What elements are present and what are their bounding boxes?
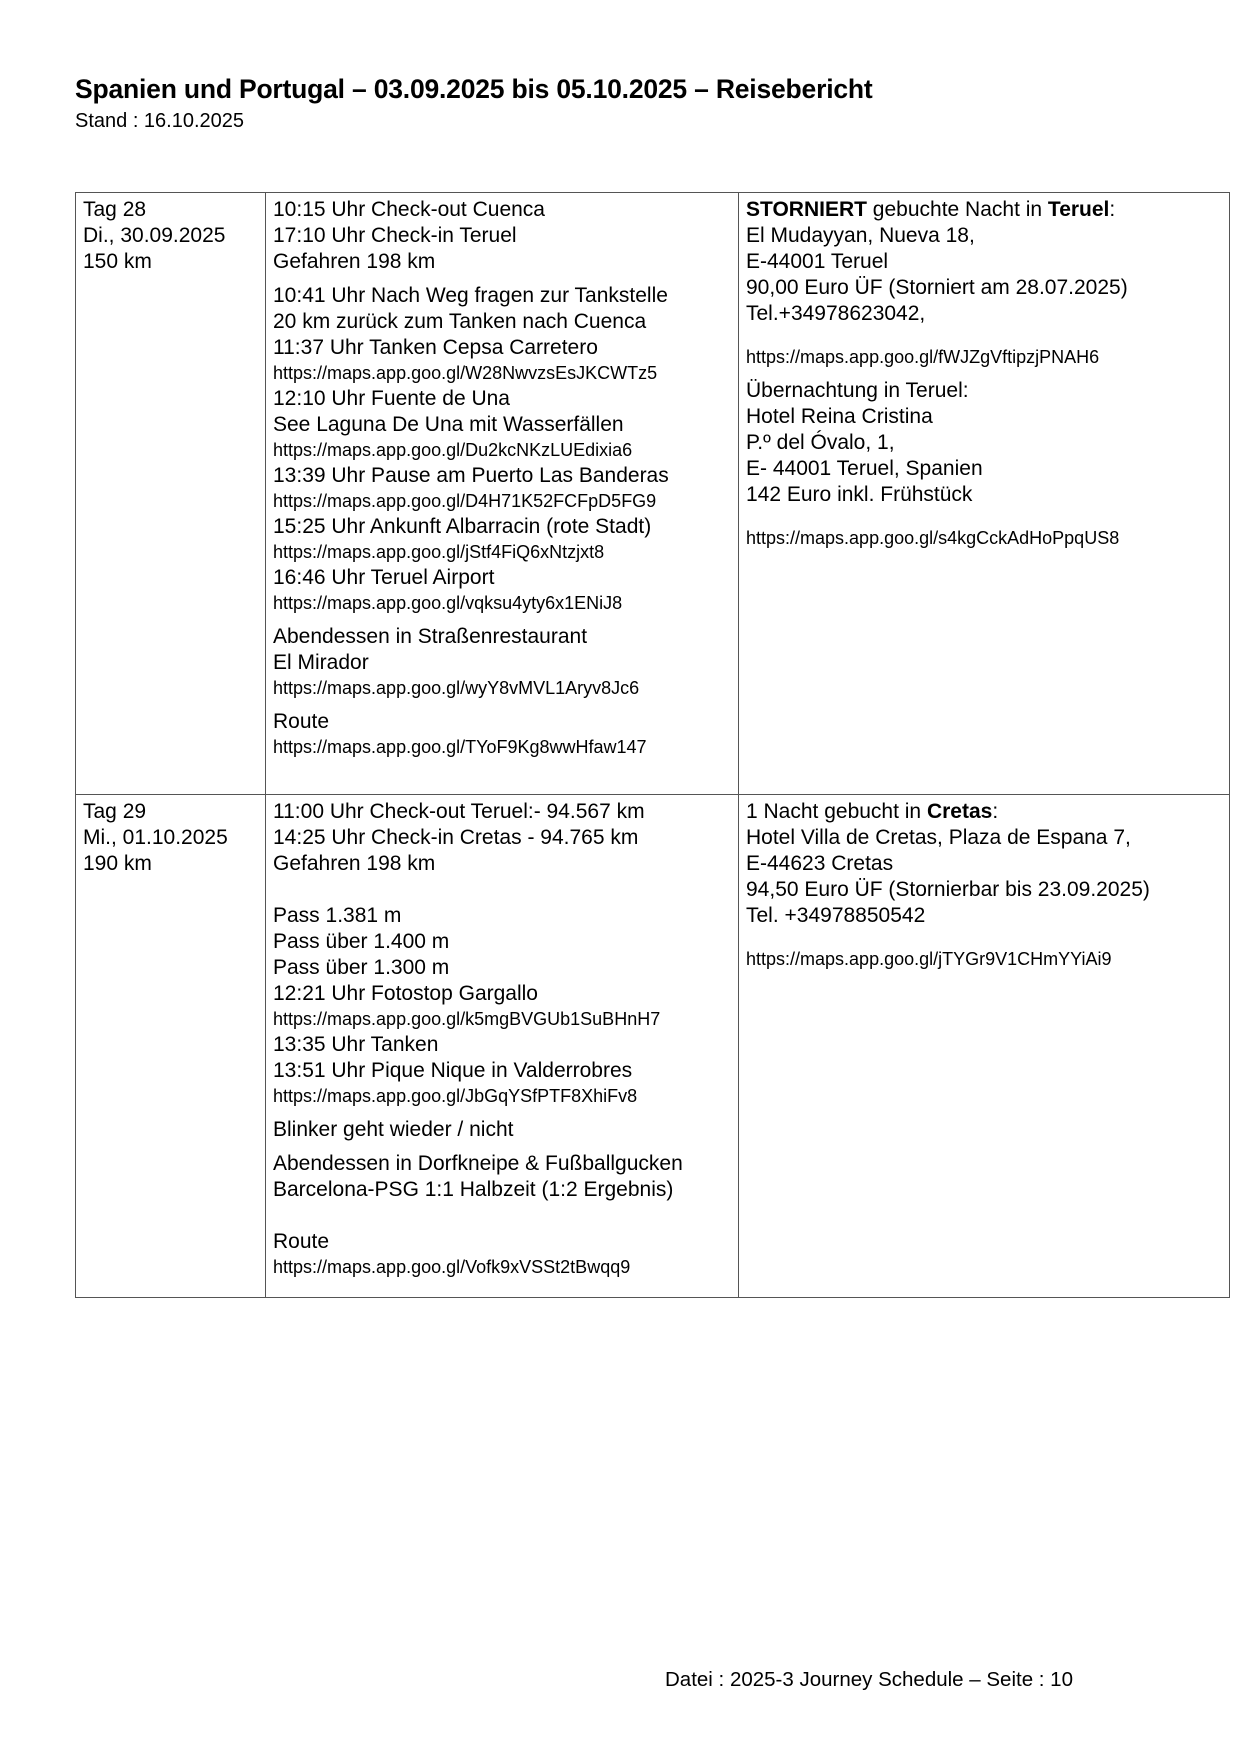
map-link[interactable]: https://maps.app.goo.gl/W28NwvzsEsJKCWTz5 [273,363,658,383]
event-line: 10:41 Uhr Nach Weg fragen zur Tankstelle [273,284,668,307]
checkin-line: 17:10 Uhr Check-in Teruel [273,224,517,247]
lodging-status-line: 1 Nacht gebucht in Cretas: [746,800,999,823]
city-name: Cretas [926,800,993,823]
schedule-cell [266,795,739,1298]
checkin-line: 14:25 Uhr Check-in Cretas - 94.765 km [273,826,639,849]
dinner-line: Abendessen in Dorfkneipe & Fußballgucken [273,1152,683,1175]
event-line: 15:25 Uhr Ankunft Albarracin (rote Stadt) [273,515,652,538]
lodging-cell [739,193,1230,795]
route-link[interactable]: https://maps.app.goo.gl/TYoF9Kg8wwHfaw147 [273,737,647,757]
event-line: 16:46 Uhr Teruel Airport [273,566,495,589]
address-line: E-44623 Cretas [746,852,894,875]
map-link[interactable]: https://maps.app.goo.gl/wyY8vMVL1Aryv8Jc6 [273,678,640,698]
map-link[interactable]: https://maps.app.goo.gl/JbGqYSfPTF8XhiFv8 [273,1086,638,1106]
day-cell [76,795,266,1298]
document-title: Spanien und Portugal – 03.09.2025 bis 05.10.2025 – Reisebericht [75,74,873,104]
event-line: 12:21 Uhr Fotostop Gargallo [273,982,538,1005]
checkout-line: 11:00 Uhr Check-out Teruel:- 94.567 km [273,800,645,823]
day-date: Mi., 01.10.2025 [83,826,228,849]
event-line: See Laguna De Una mit Wasserfällen [273,413,624,436]
city-name: Teruel [1047,198,1110,221]
page-footer: Datei : 2025-3 Journey Schedule – Seite : 10 [665,1668,1073,1691]
day-number: Tag 28 [83,198,147,221]
map-link[interactable]: https://maps.app.goo.gl/k5mgBVGUb1SuBHnH7 [273,1009,661,1029]
cancelled-label: STORNIERT [746,198,867,221]
lodging-heading: Übernachtung in Teruel: [746,379,969,402]
driven-line: Gefahren 198 km [273,852,436,875]
day-distance: 190 km [83,852,152,875]
event-line: 11:37 Uhr Tanken Cepsa Carretero [273,336,598,359]
price-line: 94,50 Euro ÜF (Stornierbar bis 23.09.2025) [746,878,1150,901]
map-link[interactable]: https://maps.app.goo.gl/jTYGr9V1CHmYYiAi9 [746,949,1112,969]
event-line: 13:51 Uhr Pique Nique in Valderrobres [273,1059,633,1082]
route-label: Route [273,1230,330,1253]
pass-line: Pass über 1.300 m [273,956,450,979]
driven-line: Gefahren 198 km [273,250,436,273]
event-line: 20 km zurück zum Tanken nach Cuenca [273,310,647,333]
match-result: Barcelona-PSG 1:1 Halbzeit (1:2 Ergebnis) [273,1178,674,1201]
address-line: E-44001 Teruel [746,250,889,273]
pass-line: Pass 1.381 m [273,904,402,927]
event-line: 12:10 Uhr Fuente de Una [273,387,510,410]
route-link[interactable]: https://maps.app.goo.gl/Vofk9xVSSt2tBwqq9 [273,1257,631,1277]
address-line: Hotel Villa de Cretas, Plaza de Espana 7, [746,826,1131,849]
schedule-table [75,192,1230,1298]
map-link[interactable]: https://maps.app.goo.gl/s4kgCckAdHoPpqUS8 [746,528,1120,548]
address-line: El Mudayyan, Nueva 18, [746,224,975,247]
day-cell [76,193,266,795]
address-line: P.º del Óvalo, 1, [746,431,895,454]
day-number: Tag 29 [83,800,147,823]
day-date: Di., 30.09.2025 [83,224,226,247]
table-row [76,795,1230,1298]
document-date-stamp: Stand : 16.10.2025 [75,110,245,132]
pass-line: Pass über 1.400 m [273,930,450,953]
hotel-name: Hotel Reina Cristina [746,405,933,428]
address-line: E- 44001 Teruel, Spanien [746,457,983,480]
map-link[interactable]: https://maps.app.goo.gl/fWJZgVftipzjPNAH6 [746,347,1100,367]
lodging-status-line: STORNIERT gebuchte Nacht in Teruel: [746,198,1116,221]
map-link[interactable]: https://maps.app.goo.gl/jStf4FiQ6xNtzjxt8 [273,542,605,562]
table-row [76,193,1230,795]
map-link[interactable]: https://maps.app.goo.gl/D4H71K52FCFpD5FG9 [273,491,657,511]
phone-line: Tel.+34978623042, [746,302,926,325]
price-line: 90,00 Euro ÜF (Storniert am 28.07.2025) [746,276,1128,299]
checkout-line: 10:15 Uhr Check-out Cuenca [273,198,545,221]
schedule-cell [266,193,739,795]
note-line: Blinker geht wieder / nicht [273,1118,514,1141]
dinner-line: Abendessen in Straßenrestaurant [273,625,588,648]
price-line: 142 Euro inkl. Frühstück [746,483,973,506]
phone-line: Tel. +34978850542 [746,904,926,927]
route-label: Route [273,710,330,733]
event-line: 13:39 Uhr Pause am Puerto Las Banderas [273,464,669,487]
event-line: 13:35 Uhr Tanken [273,1033,439,1056]
dinner-place: El Mirador [273,651,369,674]
map-link[interactable]: https://maps.app.goo.gl/Du2kcNKzLUEdixia6 [273,440,633,460]
lodging-cell [739,795,1230,1298]
day-distance: 150 km [83,250,152,273]
map-link[interactable]: https://maps.app.goo.gl/vqksu4yty6x1ENiJ8 [273,593,623,613]
